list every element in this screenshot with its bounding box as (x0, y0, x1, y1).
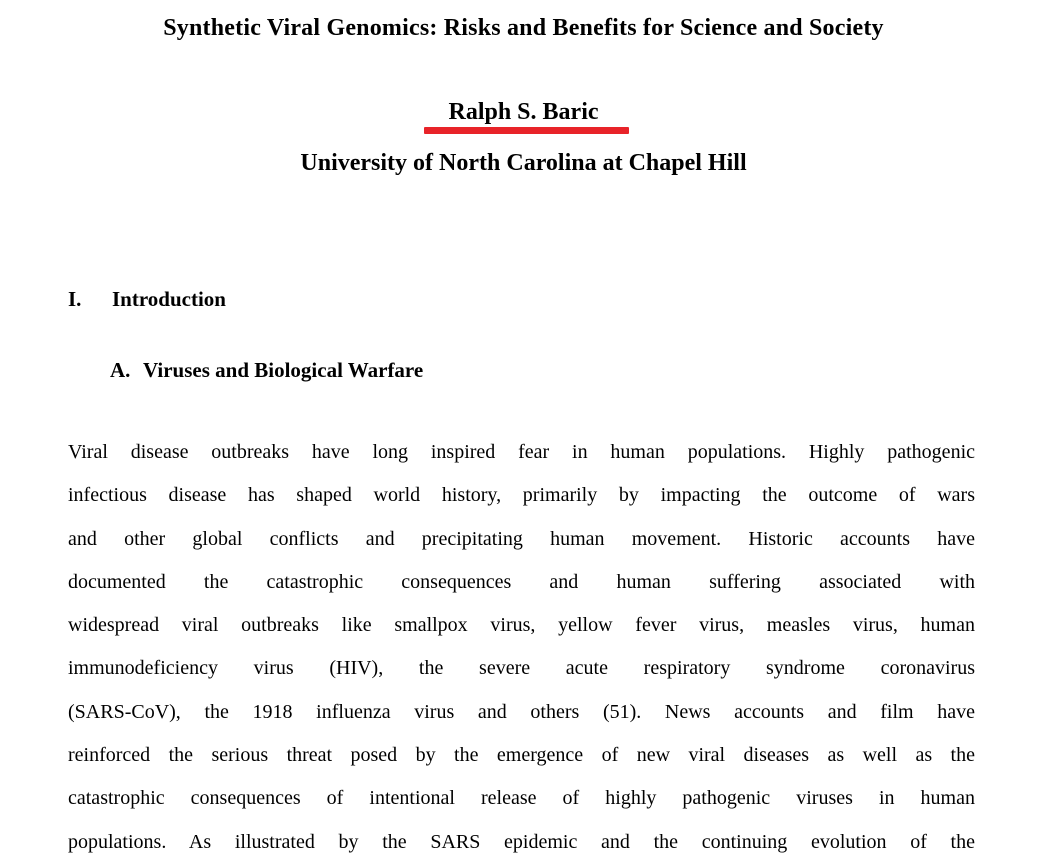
section-number: I. (68, 287, 82, 311)
paper-title: Synthetic Viral Genomics: Risks and Benefits for Science and Society (163, 15, 884, 41)
paragraph (68, 431, 975, 861)
paragraph-line: Viral disease outbreaks have long inspired fear in human populations. Highly pathogenic (68, 441, 975, 463)
author-name: Ralph S. Baric (448, 99, 599, 125)
paragraph-line: (SARS-CoV), the 1918 influenza virus and others (51). News accounts and film have (68, 700, 975, 723)
subsection-heading-viruses-and-biological-warfare (110, 358, 975, 382)
paragraph-line: infectious disease has shaped world history, primarily by impacting the outcome of wars (68, 484, 975, 507)
red-underline-annotation (424, 127, 629, 134)
paragraph-line: and other global conflicts and precipitating human movement. Historic accounts have (68, 527, 975, 550)
paragraph-line: immunodeficiency virus (HIV), the severe acute respiratory syndrome coronavirus (68, 657, 975, 680)
paragraph-line: catastrophic consequences of intentional release of highly pathogenic viruses in human (68, 787, 975, 810)
subsection-label: Viruses and Biological Warfare (143, 358, 424, 382)
paragraph-line: populations. As illustrated by the SARS epidemic and the continuing evolution of the (68, 830, 975, 853)
section-heading-introduction (68, 287, 975, 311)
paragraph-line: widespread viral outbreaks like smallpox virus, yellow fever virus, measles virus, human (68, 614, 975, 637)
document-body (0, 287, 1047, 861)
author-affiliation: University of North Carolina at Chapel Hill (300, 150, 747, 176)
paragraph-line: reinforced the serious threat posed by the emergence of new viral diseases as well as the (68, 744, 975, 767)
author-block (0, 99, 1047, 177)
paragraph-line: documented the catastrophic consequences and human suffering associated with (68, 570, 975, 593)
section-label: Introduction (112, 287, 226, 311)
subsection-number: A. (110, 358, 131, 382)
